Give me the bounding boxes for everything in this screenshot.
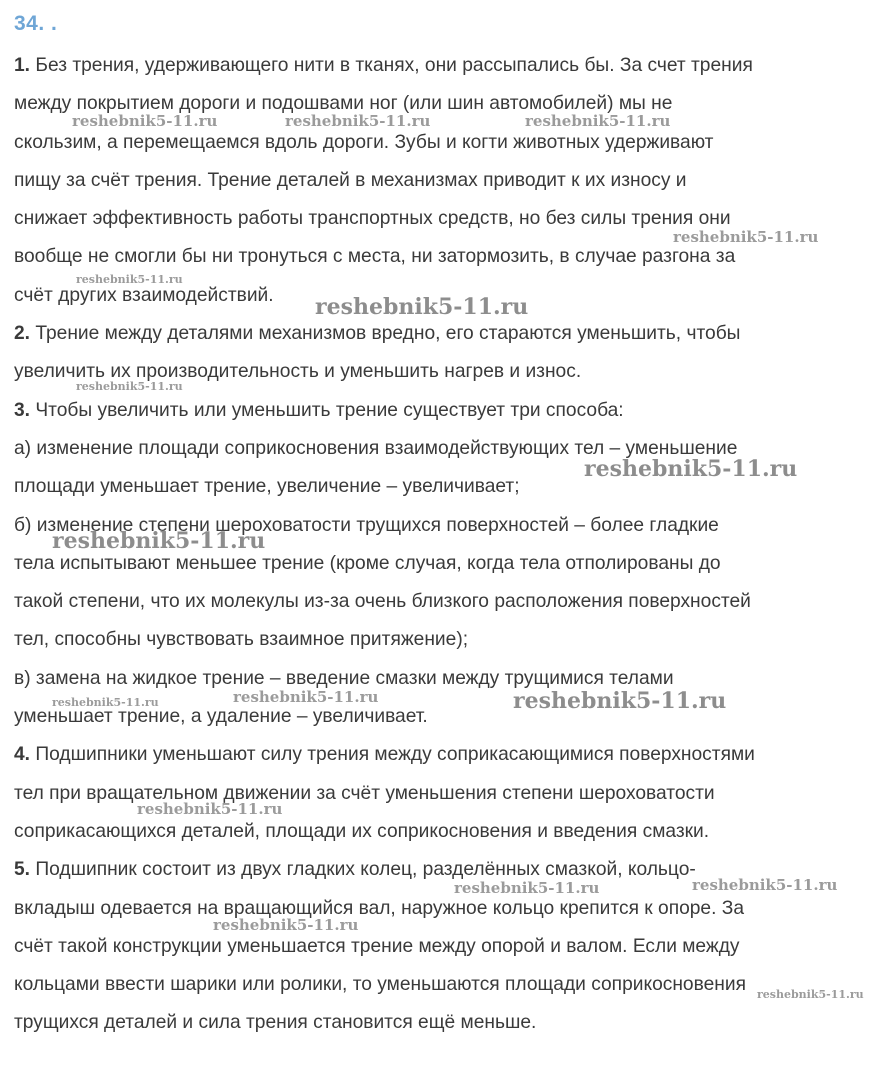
text-line bbox=[14, 124, 876, 162]
text-line bbox=[14, 277, 876, 315]
line-text: б) изменение степени шероховатости трущихся поверхностей – более гладкие bbox=[14, 514, 719, 536]
line-text: вообще не смогли бы ни тронуться с места, ни затормозить, в случае разгона за bbox=[14, 246, 736, 268]
line-text: счёт других взаимодействий. bbox=[14, 284, 274, 306]
text-line bbox=[14, 85, 876, 123]
item-number: 4. bbox=[14, 744, 31, 766]
item-number: 2. bbox=[14, 323, 31, 345]
line-text: Подшипник состоит из двух гладких колец, разделённых смазкой, кольцо- bbox=[30, 859, 696, 881]
text-line bbox=[14, 507, 876, 545]
line-text: трущихся деталей и сила трения становится ещё меньше. bbox=[14, 1012, 537, 1034]
line-text: увеличить их производительность и уменьшить нагрев и износ. bbox=[14, 361, 582, 383]
line-text: счёт такой конструкции уменьшается трение между опорой и валом. Если между bbox=[14, 935, 740, 957]
watermark: reshebnik5-11.ru bbox=[76, 380, 183, 393]
watermark: reshebnik5-11.ru bbox=[584, 456, 798, 482]
answer-text bbox=[14, 47, 876, 1043]
text-line bbox=[14, 890, 876, 928]
line-text: Без трения, удерживающего нити в тканях, они рассыпались бы. За счет трения bbox=[30, 55, 753, 76]
line-text: скользим, а перемещаемся вдоль дороги. Зубы и когти животных удерживают bbox=[14, 131, 714, 153]
watermark: reshebnik5-11.ru bbox=[757, 988, 864, 1001]
item-number: 5. bbox=[14, 859, 31, 881]
text-line bbox=[14, 392, 876, 430]
line-text: Чтобы увеличить или уменьшить трение существует три способа: bbox=[30, 399, 624, 421]
line-text: в) замена на жидкое трение – введение смазки между трущимися телами bbox=[14, 667, 674, 689]
line-text: тела испытывают меньшее трение (кроме случая, когда тела отполированы до bbox=[14, 552, 721, 574]
watermark: reshebnik5-11.ru bbox=[525, 112, 671, 130]
watermark: reshebnik5-11.ru bbox=[213, 916, 359, 934]
line-text: тел, способны чувствовать взаимное притяжение); bbox=[14, 629, 469, 651]
text-line bbox=[14, 162, 876, 200]
text-line bbox=[14, 928, 876, 966]
watermark: reshebnik5-11.ru bbox=[52, 528, 266, 554]
line-text: кольцами ввести шарики или ролики, то уменьшаются площади соприкосновения bbox=[14, 974, 746, 996]
line-text: тел при вращательном движении за счёт уменьшения степени шероховатости bbox=[14, 782, 715, 804]
text-line bbox=[14, 660, 876, 698]
text-line bbox=[14, 966, 876, 1004]
watermark: reshebnik5-11.ru bbox=[513, 688, 727, 714]
text-line bbox=[14, 621, 876, 659]
text-line bbox=[14, 545, 876, 583]
line-text: площади уменьшает трение, увеличение – увеличивает; bbox=[14, 476, 520, 498]
text-line bbox=[14, 851, 876, 889]
line-text: а) изменение площади соприкосновения взаимодействующих тел – уменьшение bbox=[14, 437, 738, 459]
line-text: Подшипники уменьшают силу трения между соприкасающимися поверхностями bbox=[30, 744, 755, 766]
watermark: reshebnik5-11.ru bbox=[72, 112, 218, 130]
text-line bbox=[14, 200, 876, 238]
text-line bbox=[14, 468, 876, 506]
line-text: пищу за счёт трения. Трение деталей в механизмах приводит к их износу и bbox=[14, 169, 687, 191]
watermark: reshebnik5-11.ru bbox=[233, 688, 379, 706]
line-text: Трение между деталями механизмов вредно, его стараются уменьшить, чтобы bbox=[30, 323, 741, 345]
watermark: reshebnik5-11.ru bbox=[454, 879, 600, 897]
text-line bbox=[14, 1004, 876, 1042]
text-line bbox=[14, 775, 876, 813]
text-line bbox=[14, 736, 876, 774]
watermark: reshebnik5-11.ru bbox=[673, 228, 819, 246]
line-text: такой степени, что их молекулы из-за очень близкого расположения поверхностей bbox=[14, 591, 751, 613]
text-line bbox=[14, 583, 876, 621]
watermark: reshebnik5-11.ru bbox=[137, 800, 283, 818]
task-heading: 34. . bbox=[14, 12, 58, 35]
item-number: 3. bbox=[14, 399, 31, 421]
watermark: reshebnik5-11.ru bbox=[285, 112, 431, 130]
line-text: снижает эффективность работы транспортных средств, но без силы трения они bbox=[14, 208, 731, 230]
line-text: уменьшает трение, а удаление – увеличивает. bbox=[14, 706, 428, 728]
text-line bbox=[14, 430, 876, 468]
line-text: соприкасающихся деталей, площади их соприкосновения и введения смазки. bbox=[14, 820, 710, 842]
text-line bbox=[14, 813, 876, 851]
watermark: reshebnik5-11.ru bbox=[52, 696, 159, 709]
text-line bbox=[14, 238, 876, 276]
text-line bbox=[14, 47, 876, 85]
watermark: reshebnik5-11.ru bbox=[315, 294, 529, 320]
watermark: reshebnik5-11.ru bbox=[692, 876, 838, 894]
text-line bbox=[14, 698, 876, 736]
text-line bbox=[14, 353, 876, 391]
text-line bbox=[14, 315, 876, 353]
line-text: между покрытием дороги и подошвами ног (или шин автомобилей) мы не bbox=[14, 93, 673, 115]
item-number: 1. bbox=[14, 55, 31, 76]
line-text: вкладыш одевается на вращающийся вал, наружное кольцо крепится к опоре. За bbox=[14, 897, 745, 919]
watermark: reshebnik5-11.ru bbox=[76, 273, 183, 286]
